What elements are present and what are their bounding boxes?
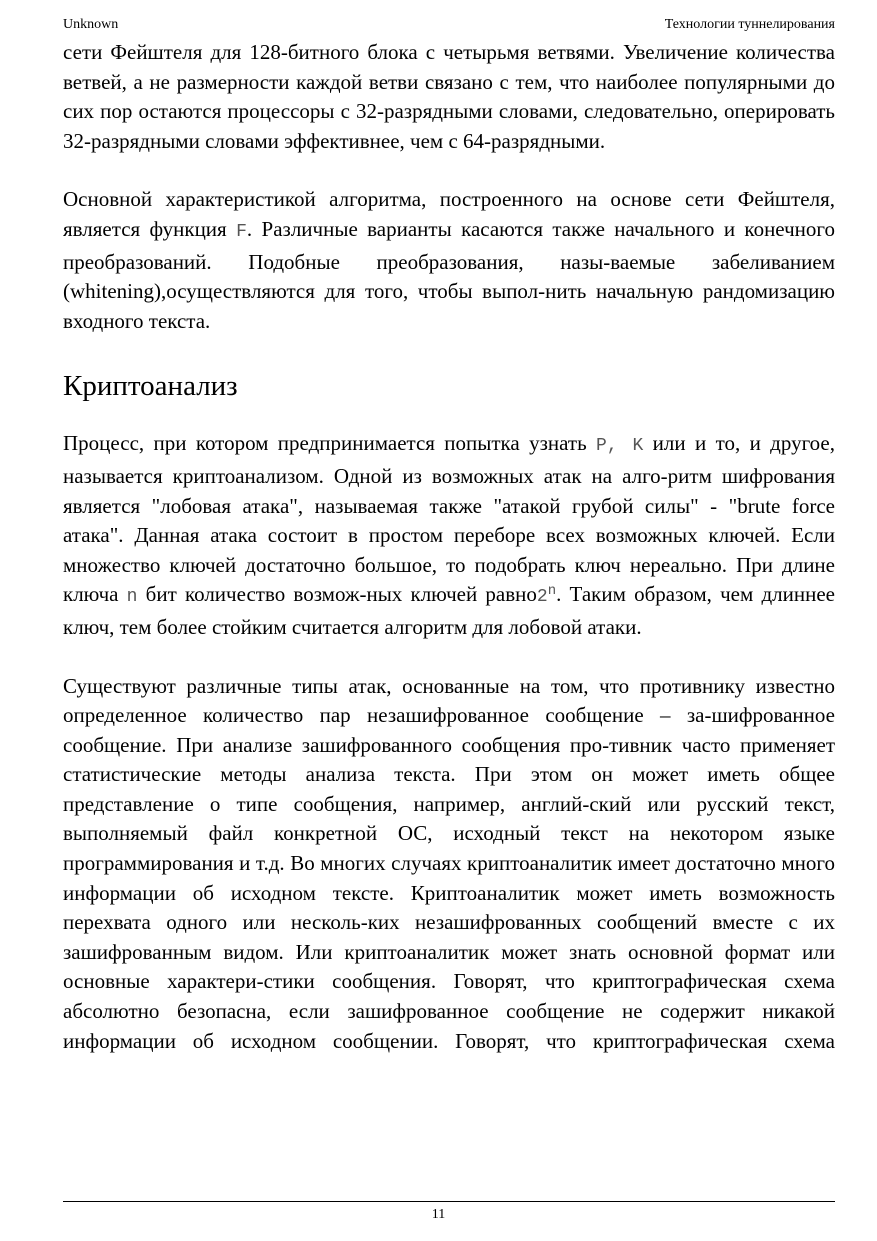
paragraph-feistel-branches: сети Фейштеля для 128-битного блока с четырьмя ветвями. Увеличение количества ветвей, а не размерности каждой ветви связано с тем, что наиболее популярными до сих пор остаются процессоры с 32-разрядными словами, следовательно, оперировать 32-разрядными словами эффективнее, чем с 64-разрядными. — [63, 40, 835, 153]
text-run: Основной характеристикой алгоритма, построенного на основе сети Фейштеля, является функция — [63, 187, 835, 241]
paragraph-brute-force — [63, 429, 835, 642]
footer-divider — [63, 1201, 835, 1202]
symbols-p-k: P, K — [596, 436, 644, 457]
section-heading: Криптоанализ — [63, 370, 238, 403]
symbol-n: n — [126, 587, 138, 608]
running-header-left: Unknown — [63, 17, 119, 32]
text-run: . Различные варианты касаются также начального и конечного преобразований. Подобные преобразования, назы-ваемые забеливанием (whitening),осуществляются для того, чтобы выпол-нить начальную рандомизацию входного текста. — [63, 216, 835, 333]
paragraph-feistel-function — [63, 185, 835, 336]
formula-base-two: 2 — [536, 587, 548, 608]
paragraph-gap — [63, 643, 835, 672]
text-run: бит количество возмож-ных ключей равно — [137, 582, 537, 607]
page-number: 11 — [431, 1207, 446, 1222]
text-run: Процесс, при котором предпринимается попытка узнать — [63, 431, 597, 456]
paragraph-gap — [63, 156, 835, 185]
text-run: или и то, и другое, называется криптоанализом. Одной из возможных атак на алго-ритм шифрования является "лобовая атака", называемая также "атакой грубой силы" - "brute force атака". Данная атака состоит в простом переборе всех возможных ключей. Если множество ключей достаточно большое, то подобрать ключ нереально. При длине ключа — [63, 431, 835, 607]
paragraph-attack-types: Существуют различные типы атак, основанные на том, что противнику известно определенное количество пар незашифрованное сообщение – за-шифрованное сообщение. При анализе зашифрованного сообщения про-тивник часто применяет статистические методы анализа текста. При этом он может иметь общее представление о типе сообщения, например, англий-ский или русский текст, выполняемый файл конкретной ОС, исходный текст на некотором языке программирования и т.д. Во многих случаях криптоаналитик имеет достаточно много информации об исходном тексте. Криптоаналитик может иметь возможность перехвата одного или несколь-ких незашифрованных сообщений вместе с их зашифрованным видом. Или криптоаналитик может знать основной формат или основные характери-стики сообщения. Говорят, что криптографическая схема абсолютно безопасна, если зашифрованное сообщение не содержит никакой информации об исходном сообщении. Говорят, что криптографическая схема — [63, 673, 835, 1053]
running-header-right: Технологии туннелирования — [664, 17, 835, 32]
text-run: . Таким образом, чем длиннее ключ, тем более стойким считается алгоритм для лобовой атаки. — [63, 582, 836, 639]
formula-exponent-n: n — [547, 583, 557, 600]
function-f-symbol: F — [236, 221, 247, 242]
page-content — [63, 38, 835, 1056]
paragraph-gap — [63, 336, 835, 365]
